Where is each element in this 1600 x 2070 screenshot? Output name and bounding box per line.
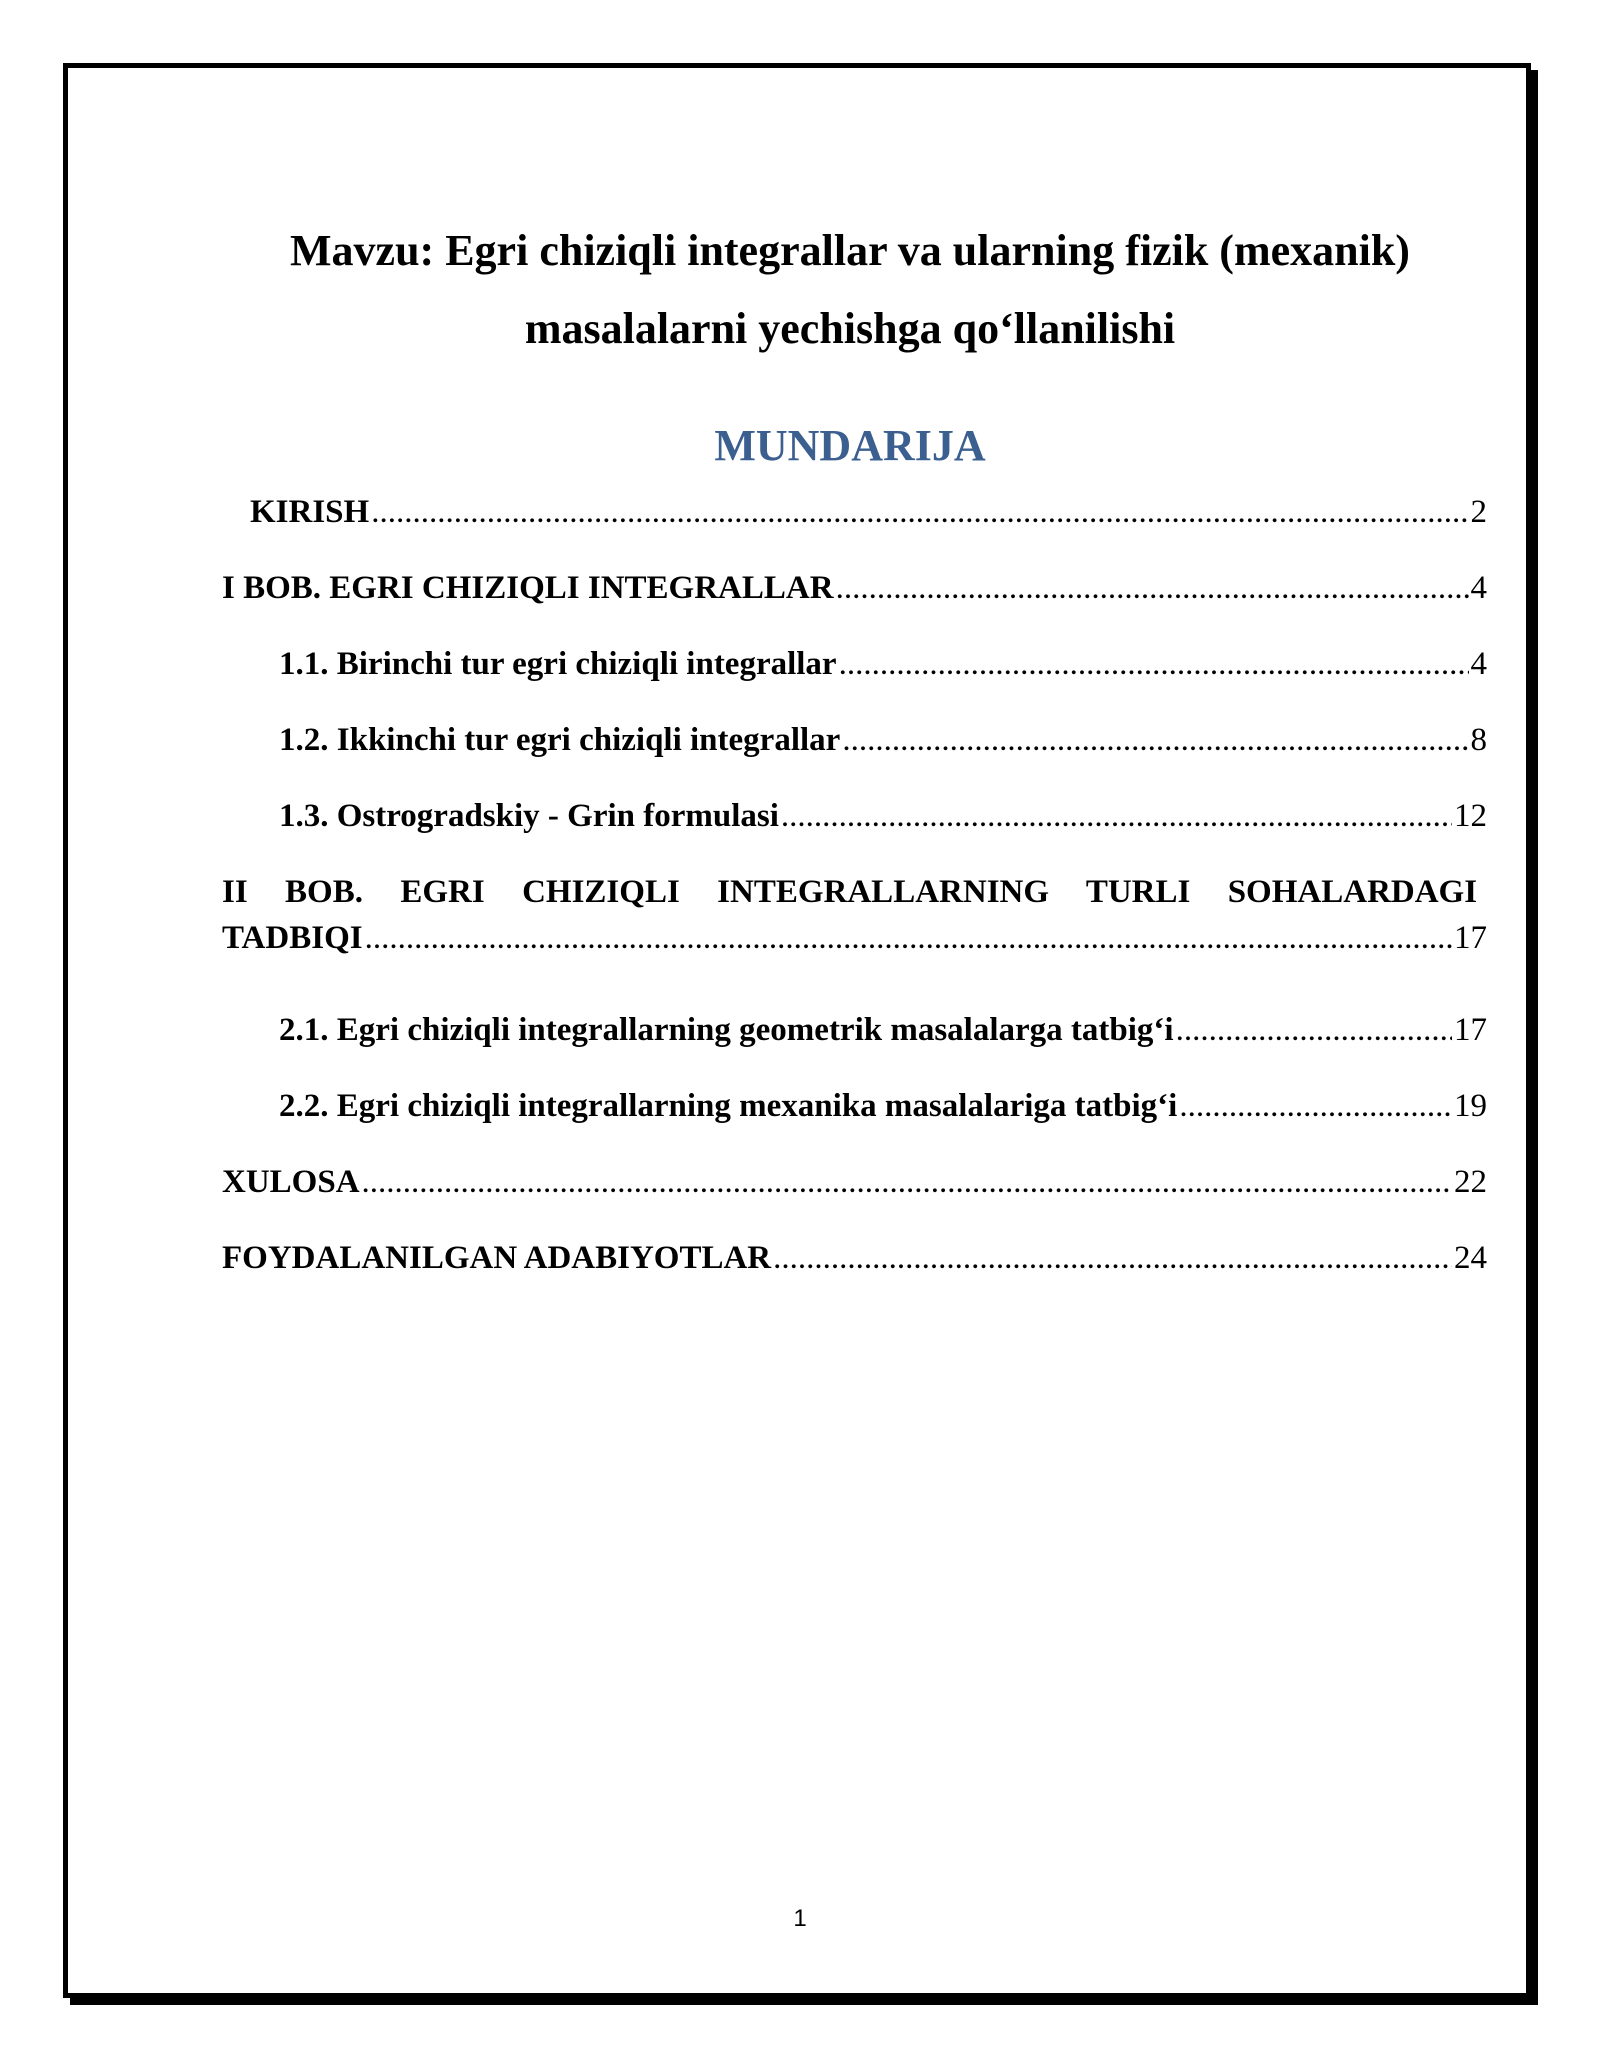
toc-entry-section-1-1[interactable]	[279, 642, 1487, 686]
title-line-1: Mavzu: Egri chiziqli integrallar va ularning fizik (mexanik)	[290, 226, 1410, 275]
toc-leader-dots	[781, 794, 1452, 838]
title-line-2: masalalarni yechishga qo‘llanilishi	[524, 304, 1176, 353]
toc-leader-dots	[1176, 1008, 1452, 1052]
toc-leader-dots	[362, 1160, 1452, 1204]
toc-entry-text: 1.1. Birinchi tur egri chiziqli integrallar	[279, 646, 837, 682]
document-title	[200, 212, 1500, 368]
toc-entry-text: I BOB. EGRI CHIZIQLI INTEGRALLAR	[222, 570, 834, 606]
toc-page-number: 2	[1470, 494, 1487, 530]
toc-leader-dots	[842, 718, 1468, 762]
toc-entry-text: 2.2. Egri chiziqli integrallarning mexanika masalalariga tatbig‘i	[279, 1088, 1178, 1124]
toc-page-number: 4	[1470, 646, 1487, 682]
toc-page-number: 19	[1454, 1088, 1487, 1124]
toc-entry-text: 2.1. Egri chiziqli integrallarning geometrik masalalarga tatbig‘i	[279, 1012, 1174, 1048]
toc-entry-text: FOYDALANILGAN ADABIYOTLAR	[222, 1240, 772, 1276]
toc-leader-dots	[365, 916, 1452, 960]
toc-page-number: 24	[1454, 1240, 1487, 1276]
page-number: 1	[793, 1905, 807, 1932]
toc-page-number: 12	[1454, 798, 1487, 834]
toc-word: II	[222, 874, 248, 910]
toc-leader-dots	[773, 1236, 1452, 1280]
toc-word: EGRI	[400, 874, 485, 910]
toc-leader-dots	[836, 566, 1469, 610]
toc-heading: MUNDARIJA	[714, 421, 986, 470]
toc-entry-text: KIRISH	[250, 494, 370, 530]
toc-word: TURLI	[1085, 874, 1191, 910]
toc-entry-xulosa[interactable]	[222, 1160, 1487, 1204]
toc-entry-text: XULOSA	[222, 1164, 360, 1200]
toc-entry-text: 1.3. Ostrogradskiy - Grin formulasi	[279, 798, 779, 834]
toc-entry-kirish[interactable]	[250, 490, 1487, 534]
toc-entry-text-line-2: TADBIQI	[222, 920, 363, 956]
toc-word: BOB.	[285, 874, 363, 910]
toc-entry-section-2-1[interactable]	[279, 1008, 1487, 1052]
toc-entry-section-2-2[interactable]	[279, 1084, 1487, 1128]
toc-entry-text-line-1	[222, 870, 1477, 914]
toc-word: CHIZIQLI	[522, 874, 680, 910]
toc-word: INTEGRALLARNING	[717, 874, 1050, 910]
toc-page-number: 17	[1454, 920, 1487, 956]
toc-leader-dots	[1179, 1084, 1452, 1128]
toc-word: SOHALARDAGI	[1227, 874, 1478, 910]
toc-leader-dots	[839, 642, 1469, 686]
toc-entry-chapter-2[interactable]	[222, 870, 1487, 970]
toc-entry-adabiyotlar[interactable]	[222, 1236, 1487, 1280]
toc-entry-section-1-3[interactable]	[279, 794, 1487, 838]
toc-page-number: 4	[1470, 570, 1487, 606]
toc-entry-section-1-2[interactable]	[279, 718, 1487, 762]
toc-entry-text: 1.2. Ikkinchi tur egri chiziqli integrallar	[279, 722, 841, 758]
toc-page-number: 17	[1454, 1012, 1487, 1048]
toc-page-number: 22	[1454, 1164, 1487, 1200]
toc-page-number: 8	[1470, 722, 1487, 758]
toc-leader-dots	[371, 490, 1468, 534]
toc-entry-chapter-1[interactable]	[222, 566, 1487, 610]
